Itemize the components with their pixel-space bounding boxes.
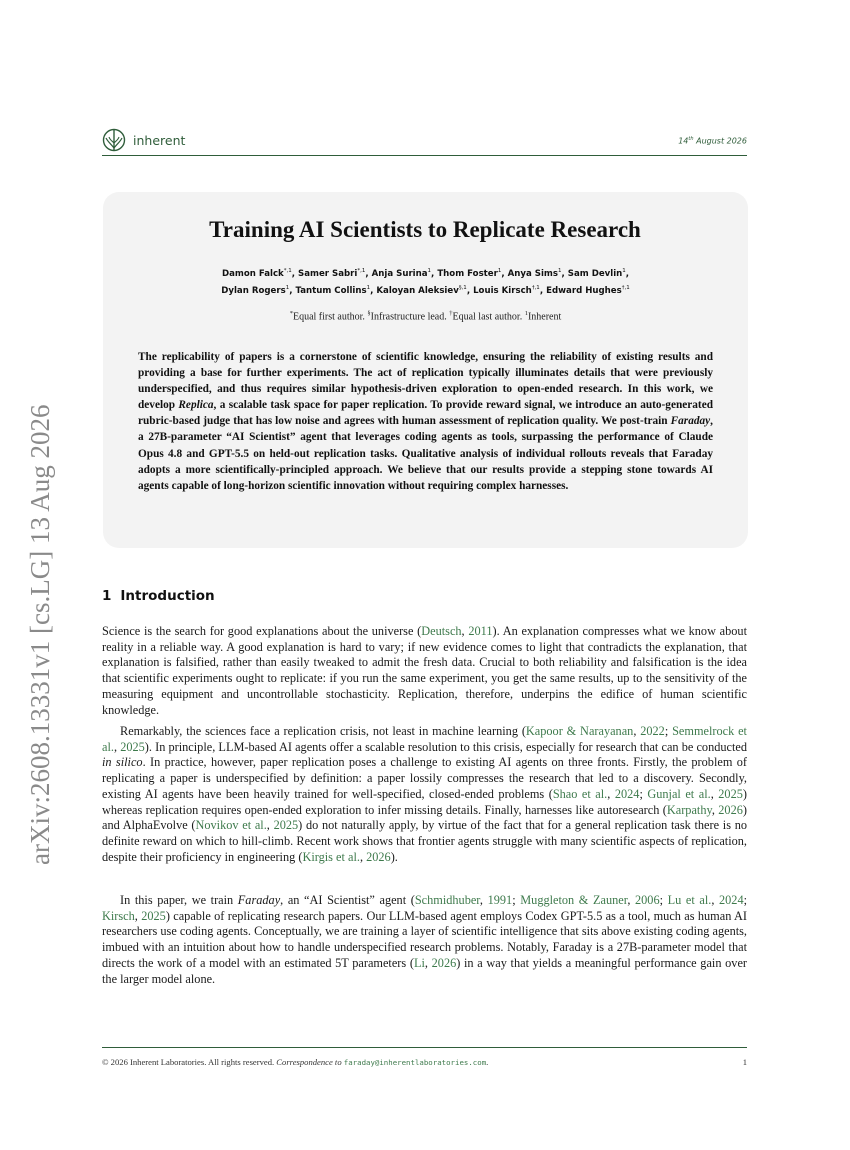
body-text: , [627,893,635,907]
citation-link[interactable]: Gunjal et al. [647,786,711,801]
citation-link[interactable]: Li [413,955,425,970]
citation-link[interactable]: 2022 [640,724,665,738]
author-mark: 1 [285,285,290,291]
affiliation-mark: † [449,310,453,317]
author-name: Damon Falck [221,268,284,279]
affiliation-mark: § [367,310,371,317]
intro-paragraph-2 [102,724,747,865]
author-name: Anja Surina [371,268,428,279]
arxiv-stamp: arXiv:2608.13331v1 [cs.LG] 13 Aug 2026 [25,404,55,865]
affiliation-text: Infrastructure lead. [370,311,450,323]
body-text: ; [664,724,673,738]
citation-link[interactable]: Semmelrock et al. [102,724,747,754]
body-text: ; [743,893,748,907]
author-name: Dylan Rogers [221,285,286,296]
body-text: In this paper, we train [120,893,238,907]
author-mark: †,1 [531,285,540,291]
citation-link[interactable]: Novikov et al. [195,818,267,833]
citation-link[interactable]: Schmidhuber [414,893,480,907]
emphasis-text: in silico [102,755,143,770]
author-name: Edward Hughes [546,285,622,296]
body-text: ; [659,893,668,907]
header-date: 14th August 2026 [678,136,747,146]
correspondence-label: Correspondence to [276,1057,344,1067]
citation-link[interactable]: 2006 [635,893,660,907]
page-footer: © 2026 Inherent Laboratories. All rights reserved. Correspondence to faraday@inherentlaboratories.com. 1 [102,1057,747,1067]
author-name: Louis Kirsch [473,285,532,296]
body-text: , [461,624,469,638]
affiliation-mark: 1 [524,310,528,317]
body-text: , an “AI Scientist” agent ( [280,893,415,907]
author-mark: *,1 [357,268,366,274]
citation-link[interactable]: Kirsch [102,908,135,923]
intro-paragraph-3 [102,893,747,987]
emphasis-text: Faraday [237,893,281,907]
body-text: ). An explanation compresses what we know about reality in a reliable way. A good explanation is hard to vary; if new evidence comes to light that contradicts the explanation, that explanation is falsified, rather than easily tweaked to admit the fresh data. Crucial to both reliability and falsification is the idea that scientific experiments ought to replicate: if you run the same experiment, you get the same results, up to the sensitivity of the measuring equipment and uncontrollable stochasticity. Replication, therefore, underpins the edifice of human scientific knowledge. [102,624,747,717]
body-text: ) and AlphaEvolve ( [102,802,747,833]
body-text: , [633,724,641,738]
body-text: , [607,786,615,801]
author-mark: 1 [366,285,371,291]
citation-link[interactable]: 2024 [614,786,640,801]
citation-link[interactable]: Muggleton & Zauner [520,893,628,907]
citation-link[interactable]: 2011 [468,624,493,638]
author-name: Tantum Collins [295,285,367,296]
page-number: 1 [742,1057,747,1067]
citation-link[interactable]: 2025 [718,786,743,801]
body-text: , [711,802,719,817]
citation-link[interactable]: Kapoor & Narayanan [525,724,634,738]
citation-link[interactable]: 2025 [141,908,166,923]
citation-link[interactable]: Karpathy [666,802,712,817]
affiliation-text: Equal first author. [292,311,368,323]
author-mark: 1 [427,268,432,274]
citation-link[interactable]: Deutsch [421,624,462,638]
body-text: Science is the search for good explanations about the universe ( [102,624,422,638]
body-text: , [479,893,488,907]
body-text: , [424,955,432,970]
header-rule [102,155,747,156]
citation-link[interactable]: 2026 [366,849,391,864]
author-name: Kaloyan Aleksiev [376,285,459,296]
body-text: , [711,893,719,907]
body-text: ) in a way that yields a meaningful performance gain over the larger model alone. [102,955,747,986]
body-text: , [359,849,367,864]
abstract: The replicability of papers is a cornerstone of scientific knowledge, ensuring the reliability of existing results and providing a base for further experiments. The act of replication typically illuminates details that were previously underspecified, and thus requires similar hypothesis-driven exploration to open-ended research. In this work, we develop Replica, a scalable task space for paper replication. To provide reward signal, we introduce an auto-generated rubric-based judge that has low noise and agrees with human assessment of replication quality. We post-train Faraday, a 27B-parameter “AI Scientist” agent that leverages coding agents as tools, surpassing the performance of Claude Opus 4.8 and GPT-5.5 on held-out replication tasks. Qualitative analysis of individual rollouts reveals that Faraday adopts a more scientifically-principled approach. We believe that our results provide a stepping stone towards AI agents capable of long-horizon scientific innovation without requiring complex harnesses. [138,351,713,492]
author-name: Sam Devlin [567,268,623,279]
body-text: ). In principle, LLM-based AI agents offer a scalable resolution to this crisis, especially for research that can be conducted [144,739,747,754]
author-mark: §,1 [458,285,467,291]
author-name: Anya Sims [507,268,558,279]
body-text: ; [512,893,521,907]
citation-link[interactable]: Shao et al. [552,786,608,801]
citation-link[interactable]: 1991 [487,893,513,907]
citation-link[interactable]: Lu et al. [667,893,712,907]
body-text: ) whereas replication requires open-ended exploration to infer missing details. Finally, harnesses like autoresearch ( [102,786,747,817]
body-text: , [134,908,142,923]
body-text: ) capable of replicating research papers. Our LLM-based agent employs Codex GPT-5.5 as a tool, much as human AI researchers use coding agents. Conceptually, we are training a layer of scientific intelligence that sits above existing coding agents, imbued with an intuition about how to handle underspecified research problems. Notably, Faraday is a 27B-parameter model that directs the work of a model with an estimated 5T parameters ( [102,908,747,970]
copyright: © 2026 Inherent Laboratories. All rights reserved. [102,1057,277,1067]
body-text: , [266,818,274,833]
author-mark: 1 [497,268,502,274]
footer-rule [102,1047,747,1048]
author-mark: 1 [558,268,562,274]
correspondence-email[interactable]: faraday@inherentlaboratories.com [343,1058,487,1067]
affiliation-mark: * [289,310,293,317]
affiliation-text: Equal last author. [452,311,525,323]
body-text: ) do not naturally apply, by virtue of the fact that for a general replication task there is no definite reward on which to hill-climb. Recent work shows that frontier agents struggle with many scientific aspects of replication, despite their proficiency in engineering ( [102,818,747,864]
authors-line-1: Damon Falck$^{*,1}$, Samer Sabri$^{*,1}$, Anja Surina$^1$, Thom Foster$^1$, Anya Sims$^1$, Sam Devlin$^1$, [221,268,630,279]
page-header [102,126,747,154]
affiliations [103,310,748,322]
citation-link[interactable]: 2025 [120,739,145,754]
intro-paragraph-1 [102,624,747,718]
body-text: Remarkably, the sciences face a replication crisis, not least in machine learning ( [120,724,526,738]
body-text: ; [639,786,648,801]
section-heading: 1 Introduction [102,588,215,604]
author-mark: 1 [622,268,626,274]
body-text: , [710,786,719,801]
inherent-logo-icon [102,128,126,152]
citation-link[interactable]: 2026 [431,955,457,970]
author-name: Thom Foster [437,268,498,279]
citation-link[interactable]: 2026 [718,802,743,817]
paper-title: Training AI Scientists to Replicate Research [209,217,641,242]
logo-text: inherent [133,132,186,148]
logo [102,128,185,152]
author-mark: †,1 [621,285,630,291]
body-text: ). [390,849,398,864]
author-mark: *,1 [283,268,292,274]
citation-link[interactable]: Kirgis et al. [302,849,360,864]
body-text: , [113,739,121,754]
authors-line-2: Dylan Rogers$^1$, Tantum Collins$^1$, Kaloyan Aleksiev$^{\S,1}$, Louis Kirsch$^{\dagger,1}$, Edward Hughes$^{\dagger,1}$ [221,285,630,296]
affiliation-text: Inherent [527,311,562,323]
citation-link[interactable]: 2024 [719,893,744,907]
author-name: Samer Sabri [298,268,358,279]
body-text: . In practice, however, paper replication poses a challenge to existing AI agents on three fronts. Firstly, the problem of replicating a paper is underspecified by definition: a paper lossily compresses the research that led to a discovery. Secondly, existing AI agents have been heavily trained for well-specified, closed-ended problems ( [102,755,747,801]
citation-link[interactable]: 2025 [273,818,299,833]
